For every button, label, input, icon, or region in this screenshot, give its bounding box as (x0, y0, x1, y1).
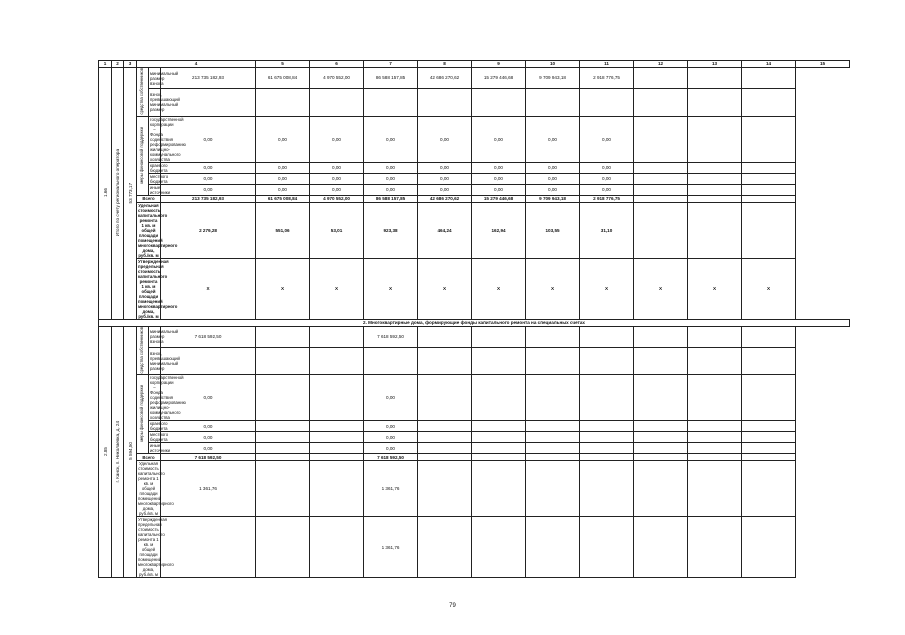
block1-value-cell (688, 89, 742, 117)
block1-value-cell: 2 918 776,75 (580, 68, 634, 89)
block1-row-label: взнос, превышающий минимальный размер (149, 89, 161, 117)
block2-value-cell: 0,00 (161, 432, 256, 443)
block2-value-cell (742, 326, 796, 347)
block2-unit_cost-value (742, 461, 796, 517)
block2-value-cell (526, 443, 580, 454)
block2-value-cell (688, 375, 742, 421)
block2-unit_cost-value (310, 461, 364, 517)
block2-value-cell (418, 347, 472, 375)
block1-value-cell (418, 89, 472, 117)
section-row (99, 319, 850, 326)
block2-value-cell (742, 421, 796, 432)
block2-value-cell (418, 421, 472, 432)
block1-value-cell (688, 68, 742, 89)
block1-value-cell (634, 173, 688, 184)
block1-value-cell: 0,00 (364, 116, 418, 162)
block2-value-cell (310, 443, 364, 454)
block1-value-cell: 0,00 (580, 162, 634, 173)
block2-limit_cost-value (310, 517, 364, 578)
block1-limit_cost-value: X (634, 258, 688, 319)
block2-value-cell (634, 454, 688, 461)
block1-value-cell: 2 918 776,75 (580, 195, 634, 202)
block2-value-cell (418, 375, 472, 421)
block2-value-cell (472, 347, 526, 375)
block2-value-cell: 7 618 592,50 (161, 326, 256, 347)
block2-value-cell: 0,00 (161, 421, 256, 432)
block2-title-text: г. Канск, п. Николаевка, д. 24 (115, 420, 120, 483)
block2-value-cell: 0,00 (364, 443, 418, 454)
block2-value-cell: 0,00 (161, 443, 256, 454)
block2-row-label: иные источники (150, 443, 171, 454)
table-row (99, 258, 850, 319)
block2-value-cell (310, 454, 364, 461)
block1-value-cell (472, 89, 526, 117)
section-2-title: 2. Многоквартирные дома, формирующие фонды капитального ремонта на специальных счетах (99, 319, 850, 326)
block1-unit_cost-value: 2 279,28 (161, 202, 256, 258)
table-row (99, 375, 850, 421)
table-row (99, 347, 850, 375)
block1-row-label: иные источники (150, 184, 171, 195)
block2-value-cell (256, 421, 310, 432)
header-cell-4: 4 (137, 61, 256, 68)
block1-limit_cost-value: X (418, 258, 472, 319)
block2-value-cell (688, 326, 742, 347)
block2-value-cell (418, 326, 472, 347)
block1-group-owners-text: средства собственников (139, 68, 145, 115)
block1-row-label: местного бюджета (150, 173, 169, 184)
block1-value-cell: 0,00 (310, 184, 364, 195)
block1-limit_cost-value: X (472, 258, 526, 319)
header-cell-2: 2 (112, 61, 124, 68)
table-row (99, 184, 850, 195)
block1-value-cell: 9 709 943,18 (526, 68, 580, 89)
block2-value-cell (580, 347, 634, 375)
block1-value-cell: 0,00 (580, 184, 634, 195)
block2-value-cell (418, 443, 472, 454)
table-row (99, 421, 850, 432)
block1-value-cell: 0,00 (364, 184, 418, 195)
block1-value-cell (688, 184, 742, 195)
block1-value-cell: 9 709 943,18 (526, 195, 580, 202)
block1-value-cell: 0,00 (256, 116, 310, 162)
block2-value-cell (742, 347, 796, 375)
header-cell-11: 11 (580, 61, 634, 68)
block2-value-cell (526, 375, 580, 421)
header-cell-1: 1 (99, 61, 112, 68)
block1-value-cell: 0,00 (310, 173, 364, 184)
block2-value-cell (634, 432, 688, 443)
block1-value-cell: 0,00 (418, 116, 472, 162)
table-row (99, 443, 850, 454)
block1-value-cell (634, 68, 688, 89)
block2-limit_cost-value (418, 517, 472, 578)
block1-value-cell: 0,00 (472, 184, 526, 195)
header-cell-10: 10 (526, 61, 580, 68)
block1-value-cell (634, 89, 688, 117)
block1-limit_cost-value: X (742, 258, 796, 319)
block2-row-label: взнос, превышающий минимальный размер (149, 347, 161, 375)
block1-value-cell: 0,00 (364, 173, 418, 184)
block1-unit_cost-label: Удельная стоимость капитального ремонта 1 кв. м общей площади помещений многоквартирного дома, руб./кв. м (138, 202, 178, 258)
block1-value-cell: 0,00 (472, 116, 526, 162)
block1-row-label: краевого бюджета (150, 162, 168, 173)
block2-unit_cost-label: Удельная стоимость капитального ремонта 1 кв. м общей площади помещений многоквартирного дома, руб./кв. м (138, 461, 174, 517)
block2-unit_cost-value (472, 461, 526, 517)
header-row (99, 61, 850, 68)
block1-group-fin (137, 116, 149, 195)
block2-unit_cost-value (256, 461, 310, 517)
block2-value-cell (742, 432, 796, 443)
block1-unit_cost-value (634, 202, 688, 258)
block1-value-cell: 15 279 446,68 (472, 68, 526, 89)
header-cell-5: 5 (256, 61, 310, 68)
block2-value-cell (364, 347, 418, 375)
block2-value-cell (310, 421, 364, 432)
block1-limit_cost-label: Утвержденная предельная стоимость капитального ремонта 1 кв. м общей площади помещений многоквартирного дома, руб./кв. м (138, 258, 178, 319)
block1-limit_cost-value: X (364, 258, 418, 319)
block2-value-cell (256, 375, 310, 421)
block1-value-cell: 0,00 (418, 184, 472, 195)
table-row (99, 68, 850, 89)
block1-value-cell: 4 970 552,00 (310, 68, 364, 89)
block1-value-cell (742, 184, 796, 195)
block1-limit_cost-value: X (161, 258, 256, 319)
header-cell-14: 14 (742, 61, 796, 68)
table-row (99, 162, 850, 173)
block1-value-cell: 0,00 (161, 173, 256, 184)
block2-value-cell: 0,00 (364, 375, 418, 421)
block1-value-cell (634, 162, 688, 173)
table-body (99, 61, 850, 578)
block2-unit_cost-value: 1 361,76 (364, 461, 418, 517)
block2-value-cell (526, 421, 580, 432)
block2-value-cell (310, 326, 364, 347)
block2-value-cell (472, 326, 526, 347)
table-row (99, 202, 850, 258)
block1-value-cell: 0,00 (580, 173, 634, 184)
block1-value-cell: 213 735 182,93 (161, 195, 256, 202)
table-row (99, 432, 850, 443)
block2-value-cell (580, 326, 634, 347)
block2-limit_cost-value (580, 517, 634, 578)
block2-limit_cost-label: Утвержденная предельная стоимость капитального ремонта 1 кв. м общей площади помещений многоквартирного дома, руб./кв. м (138, 517, 174, 578)
block2-value-cell (256, 432, 310, 443)
block1-number (99, 68, 112, 320)
block1-area (124, 68, 137, 320)
block1-value-cell (634, 116, 688, 162)
block1-value-cell (688, 195, 742, 202)
block2-value-cell (310, 347, 364, 375)
block1-value-cell: 0,00 (418, 173, 472, 184)
header-cell-9: 9 (472, 61, 526, 68)
block2-unit_cost-value (634, 461, 688, 517)
table-row (99, 461, 850, 517)
block1-value-cell: 42 686 270,62 (418, 195, 472, 202)
block1-value-cell: 0,00 (256, 162, 310, 173)
table-row (99, 89, 850, 117)
block2-area-text: 5 594,50 (127, 442, 133, 461)
block2-limit_cost-value (688, 517, 742, 578)
block2-area (124, 326, 137, 578)
block2-value-cell (634, 326, 688, 347)
block1-value-cell: 0,00 (472, 162, 526, 173)
block2-unit_cost-value (688, 461, 742, 517)
table-row (99, 173, 850, 184)
block2-limit_cost-value (472, 517, 526, 578)
block2-total-label: Всего (137, 454, 161, 461)
block2-group-fin (137, 375, 149, 454)
block2-number (99, 326, 112, 578)
block2-row-label: краевого бюджета (150, 421, 168, 432)
block2-unit_cost-value (580, 461, 634, 517)
header-cell-6: 6 (310, 61, 364, 68)
block2-value-cell (634, 421, 688, 432)
block1-value-cell: 61 675 008,84 (256, 195, 310, 202)
block2-row-label: государственной корпорации – Фонда содействия реформированию жилищно-коммунального хозяйства (150, 375, 186, 421)
block1-title-text: Итого по счету регионального оператора (115, 149, 120, 237)
block2-value-cell (310, 432, 364, 443)
block1-value-cell: 42 686 270,62 (418, 68, 472, 89)
block1-value-cell (742, 173, 796, 184)
header-cell-7: 7 (364, 61, 418, 68)
block2-value-cell (634, 443, 688, 454)
page-number: 79 (449, 603, 456, 609)
block2-value-cell (688, 443, 742, 454)
block2-value-cell (256, 326, 310, 347)
block1-value-cell: 213 735 182,93 (161, 68, 256, 89)
block1-value-cell (742, 116, 796, 162)
block2-value-cell (256, 454, 310, 461)
block1-row-label: минимальный размер взноса (149, 68, 161, 89)
block1-unit_cost-value: 103,55 (526, 202, 580, 258)
block2-value-cell (310, 375, 364, 421)
block2-value-cell (256, 347, 310, 375)
table-row (99, 454, 850, 461)
block2-value-cell (526, 347, 580, 375)
block2-value-cell (580, 375, 634, 421)
block2-row-label: минимальный размер взноса (149, 326, 161, 347)
block1-value-cell (688, 173, 742, 184)
block2-value-cell: 7 618 592,50 (364, 454, 418, 461)
block1-number-text: 1.66 (102, 188, 108, 198)
block2-value-cell: 0,00 (364, 421, 418, 432)
block1-area-text: 53 773,17 (127, 182, 133, 203)
block1-value-cell (688, 162, 742, 173)
block2-number-text: 2.85 (102, 446, 108, 456)
block1-limit_cost-value: X (688, 258, 742, 319)
block1-unit_cost-value: 31,10 (580, 202, 634, 258)
block2-limit_cost-value (256, 517, 310, 578)
block2-value-cell (418, 432, 472, 443)
block2-unit_cost-value: 1 361,76 (161, 461, 256, 517)
block2-unit_cost-value (526, 461, 580, 517)
block2-value-cell (688, 421, 742, 432)
block1-value-cell (634, 184, 688, 195)
block1-unit_cost-value: 464,24 (418, 202, 472, 258)
block1-value-cell (688, 116, 742, 162)
block2-value-cell (526, 432, 580, 443)
block1-value-cell: 0,00 (472, 173, 526, 184)
block1-value-cell: 0,00 (418, 162, 472, 173)
block2-value-cell (742, 375, 796, 421)
block1-value-cell (742, 68, 796, 89)
block1-value-cell: 0,00 (256, 184, 310, 195)
block2-group-owners-text: средства собственников (139, 326, 145, 374)
block2-limit_cost-value (526, 517, 580, 578)
block1-value-cell (634, 195, 688, 202)
block2-value-cell (580, 421, 634, 432)
header-cell-15: 15 (796, 61, 850, 68)
table-row (99, 195, 850, 202)
block1-value-cell (742, 195, 796, 202)
block1-value-cell: 0,00 (526, 162, 580, 173)
block2-value-cell (526, 326, 580, 347)
block2-value-cell (688, 432, 742, 443)
block1-value-cell: 0,00 (526, 184, 580, 195)
block2-value-cell (526, 454, 580, 461)
block1-value-cell (742, 89, 796, 117)
block2-limit_cost-value (161, 517, 256, 578)
block1-unit_cost-value (742, 202, 796, 258)
block2-value-cell: 0,00 (364, 432, 418, 443)
block1-value-cell: 0,00 (364, 162, 418, 173)
block1-value-cell (364, 89, 418, 117)
block1-value-cell: 4 970 552,00 (310, 195, 364, 202)
block2-value-cell (472, 454, 526, 461)
block1-value-cell: 0,00 (526, 173, 580, 184)
block1-value-cell (526, 89, 580, 117)
block1-value-cell: 15 279 446,68 (472, 195, 526, 202)
block2-value-cell (472, 375, 526, 421)
block2-value-cell: 7 618 592,50 (161, 454, 256, 461)
header-cell-3: 3 (124, 61, 137, 68)
table-row (99, 116, 850, 162)
block1-limit_cost-value: X (310, 258, 364, 319)
block1-group-owners (137, 68, 149, 117)
block2-value-cell (418, 454, 472, 461)
block1-value-cell: 0,00 (161, 162, 256, 173)
block2-title (112, 326, 124, 578)
block2-value-cell (580, 432, 634, 443)
block2-value-cell (634, 375, 688, 421)
block1-value-cell: 0,00 (580, 116, 634, 162)
block1-unit_cost-value: 551,06 (256, 202, 310, 258)
table-row (99, 326, 850, 347)
block2-limit_cost-value (742, 517, 796, 578)
block1-value-cell: 0,00 (310, 162, 364, 173)
header-cell-12: 12 (634, 61, 688, 68)
block1-value-cell (580, 89, 634, 117)
capital-repair-table (98, 60, 850, 578)
block1-value-cell: 0,00 (161, 184, 256, 195)
block1-row-label: государственной корпорации – Фонда содействия реформированию жилищно-коммунального хозяйства (150, 116, 186, 162)
block1-value-cell: 0,00 (256, 173, 310, 184)
block1-value-cell: 61 675 008,84 (256, 68, 310, 89)
block2-group-fin-text: меры финансовой поддержки (139, 385, 145, 443)
block1-value-cell: 0,00 (161, 116, 256, 162)
header-cell-13: 13 (688, 61, 742, 68)
block2-value-cell (580, 443, 634, 454)
block1-unit_cost-value: 162,94 (472, 202, 526, 258)
block1-value-cell (310, 89, 364, 117)
block1-value-cell: 0,00 (526, 116, 580, 162)
block1-title (112, 68, 124, 320)
block2-value-cell (472, 421, 526, 432)
block2-row-label: местного бюджета (150, 432, 169, 443)
block1-limit_cost-value: X (256, 258, 310, 319)
block2-value-cell (256, 443, 310, 454)
block2-limit_cost-value (634, 517, 688, 578)
block2-value-cell (580, 454, 634, 461)
block1-unit_cost-value: 923,38 (364, 202, 418, 258)
block2-value-cell: 7 618 592,50 (364, 326, 418, 347)
block2-unit_cost-value (418, 461, 472, 517)
block1-unit_cost-value: 53,01 (310, 202, 364, 258)
block1-value-cell: 86 588 157,85 (364, 68, 418, 89)
block1-value-cell: 86 588 157,85 (364, 195, 418, 202)
table-row (99, 517, 850, 578)
block1-value-cell (256, 89, 310, 117)
block1-limit_cost-value: X (580, 258, 634, 319)
block1-value-cell: 0,00 (310, 116, 364, 162)
block2-group-owners (137, 326, 149, 375)
block2-value-cell: 0,00 (161, 375, 256, 421)
block2-value-cell (742, 454, 796, 461)
block1-limit_cost-value: X (526, 258, 580, 319)
block2-value-cell (688, 454, 742, 461)
block2-value-cell (688, 347, 742, 375)
block1-total-label: Всего (137, 195, 161, 202)
header-cell-8: 8 (418, 61, 472, 68)
block1-unit_cost-value (688, 202, 742, 258)
block2-value-cell (634, 347, 688, 375)
block2-value-cell (472, 443, 526, 454)
block2-value-cell (742, 443, 796, 454)
block2-value-cell (472, 432, 526, 443)
block1-group-fin-text: меры финансовой поддержки (139, 126, 145, 184)
block2-limit_cost-value: 1 361,76 (364, 517, 418, 578)
block1-value-cell (742, 162, 796, 173)
